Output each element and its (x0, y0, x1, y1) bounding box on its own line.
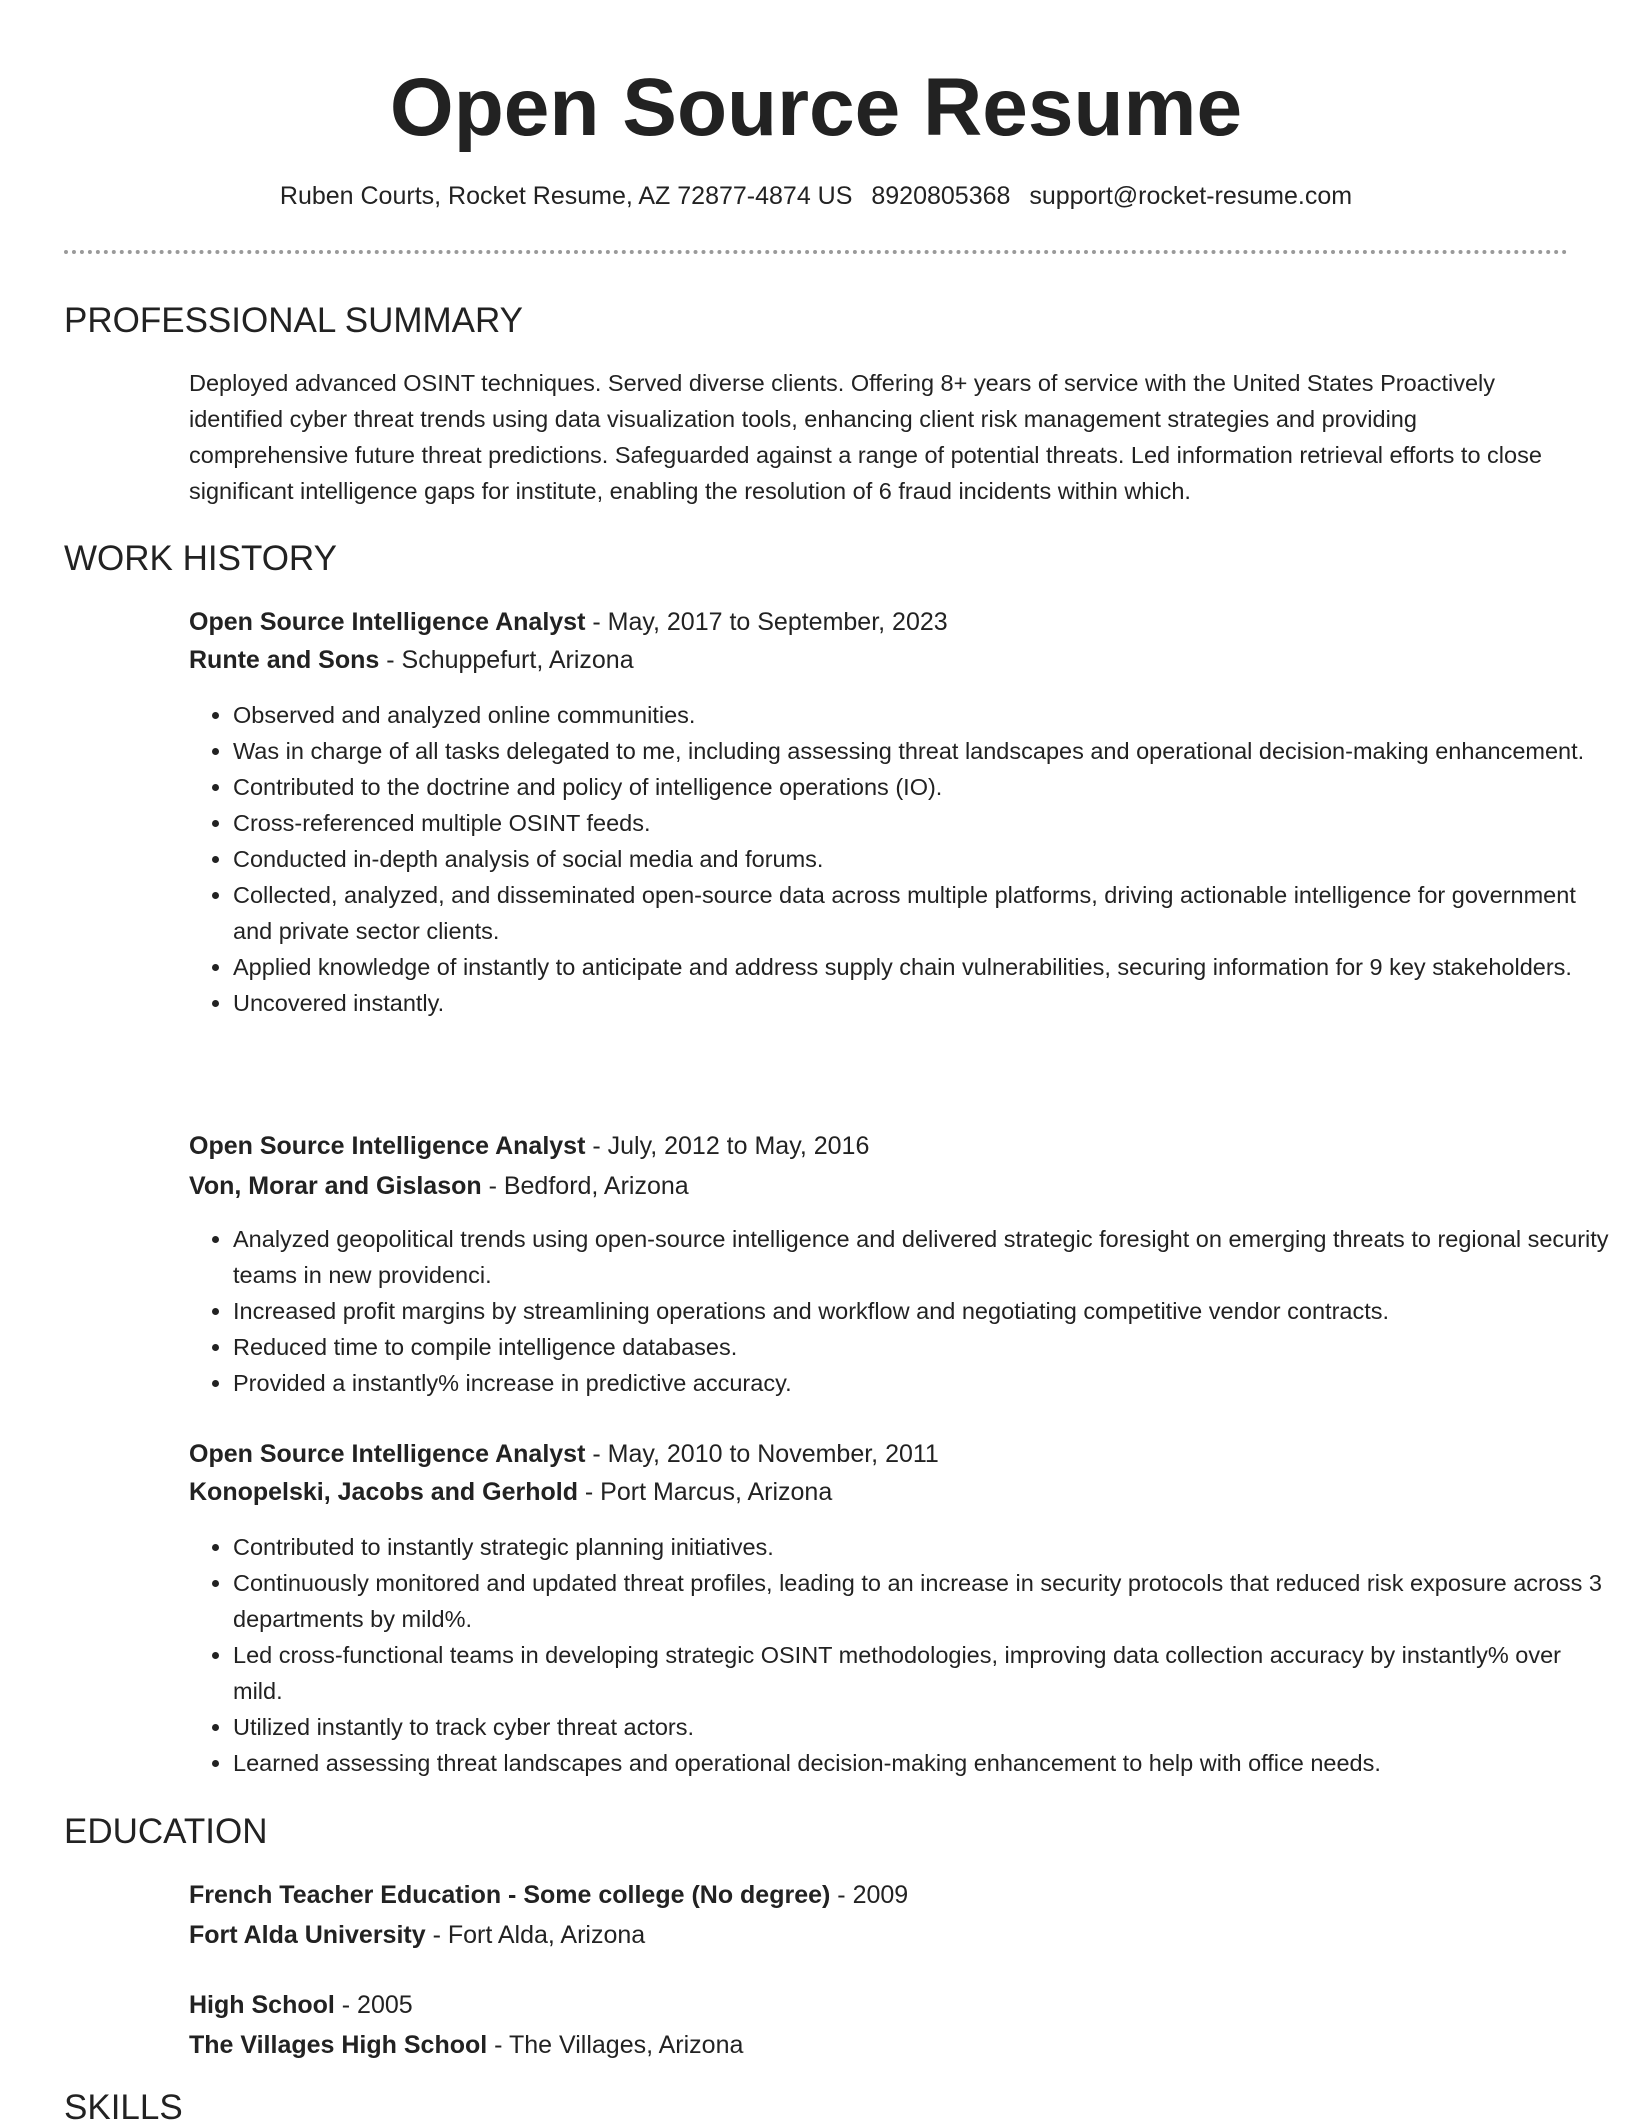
education-location: - Fort Alda, Arizona (425, 1921, 646, 1949)
contact-address: Ruben Courts, Rocket Resume, AZ 72877-4874 US (279, 182, 853, 210)
list-item: • Conducted in-depth analysis of social media and forums. (233, 841, 1613, 877)
education-heading: EDUCATION (64, 1812, 268, 1851)
job-company-line (189, 1168, 689, 1204)
summary-text: Deployed advanced OSINT techniques. Served diverse clients. Offering 8+ years of service with the United States Proactively identified cyber threat trends using data visualization tools, enhancing client risk management strategies and providing comprehensive future threat predictions. Safeguarded against a range of potential threats. Led information retrieval efforts to close significant intelligence gaps for institute, enabling the resolution of 6 fraud incidents within which. (189, 370, 1542, 504)
list-item: • Continuously monitored and updated threat profiles, leading to an increase in security protocols that reduced risk exposure across 3 departments by mild%. (233, 1565, 1613, 1637)
list-item: • Collected, analyzed, and disseminated open-source data across multiple platforms, driving actionable intelligence for government and private sector clients. (233, 877, 1613, 949)
job-title-line (189, 604, 948, 640)
job-company: Runte and Sons (189, 646, 380, 674)
header-divider (64, 250, 1568, 254)
resume-name: Open Source Resume (389, 62, 1243, 153)
job-role: Open Source Intelligence Analyst (189, 1132, 586, 1160)
job-company-line (189, 642, 634, 678)
list-item: • Led cross-functional teams in developing strategic OSINT methodologies, improving data collection accuracy by instantly% over mild. (233, 1637, 1613, 1709)
education-school-line (189, 2027, 743, 2063)
job-bullets (189, 697, 1613, 1021)
education-school: Fort Alda University (189, 1921, 426, 1949)
job-company: Konopelski, Jacobs and Gerhold (189, 1478, 578, 1506)
education-year: - 2005 (334, 1991, 413, 2019)
education-school-line (189, 1917, 645, 1953)
education-year: - 2009 (830, 1881, 909, 1909)
contact-email: support@rocket-resume.com (1029, 182, 1353, 210)
job-title-line (189, 1128, 869, 1164)
job-dates: - May, 2010 to November, 2011 (585, 1440, 939, 1468)
list-item: • Contributed to instantly strategic planning initiatives. (233, 1529, 1613, 1565)
skills-heading: SKILLS (64, 2088, 183, 2127)
education-location: - The Villages, Arizona (487, 2031, 744, 2059)
list-item: • Utilized instantly to track cyber threat actors. (233, 1709, 1613, 1745)
contact-line (0, 180, 1632, 212)
job-location: - Bedford, Arizona (481, 1172, 689, 1200)
education-degree-line (189, 1987, 413, 2023)
job-location: - Schuppefurt, Arizona (379, 646, 634, 674)
list-item: • Provided a instantly% increase in predictive accuracy. (233, 1365, 1613, 1401)
job-company: Von, Morar and Gislason (189, 1172, 482, 1200)
summary-heading: PROFESSIONAL SUMMARY (64, 301, 523, 340)
list-item: • Analyzed geopolitical trends using open-source intelligence and delivered strategic foresight on emerging threats to regional security teams in new providenci. (233, 1221, 1613, 1293)
list-item: • Cross-referenced multiple OSINT feeds. (233, 805, 1613, 841)
job-bullets (189, 1221, 1613, 1401)
job-company-line (189, 1474, 832, 1510)
list-item: • Uncovered instantly. (233, 985, 1613, 1021)
contact-phone: 8920805368 (871, 182, 1011, 210)
job-location: - Port Marcus, Arizona (577, 1478, 833, 1506)
list-item: • Contributed to the doctrine and policy of intelligence operations (IO). (233, 769, 1613, 805)
list-item: • Reduced time to compile intelligence databases. (233, 1329, 1613, 1365)
education-degree-line (189, 1877, 908, 1913)
list-item: • Was in charge of all tasks delegated to me, including assessing threat landscapes and operational decision-making enhancement. (233, 733, 1613, 769)
education-degree: High School (189, 1991, 335, 2019)
job-role: Open Source Intelligence Analyst (189, 1440, 586, 1468)
education-school: The Villages High School (189, 2031, 488, 2059)
job-role: Open Source Intelligence Analyst (189, 608, 586, 636)
education-degree: French Teacher Education - Some college (No degree) (189, 1881, 831, 1909)
list-item: • Learned assessing threat landscapes and operational decision-making enhancement to help with office needs. (233, 1745, 1613, 1781)
job-dates: - May, 2017 to September, 2023 (585, 608, 948, 636)
list-item: • Applied knowledge of instantly to anticipate and address supply chain vulnerabilities, securing information for 9 key stakeholders. (233, 949, 1613, 985)
list-item: • Observed and analyzed online communities. (233, 697, 1613, 733)
job-dates: - July, 2012 to May, 2016 (585, 1132, 870, 1160)
work-history-heading: WORK HISTORY (64, 539, 337, 578)
job-bullets (189, 1529, 1613, 1781)
job-title-line (189, 1436, 939, 1472)
list-item: • Increased profit margins by streamlining operations and workflow and negotiating competitive vendor contracts. (233, 1293, 1613, 1329)
